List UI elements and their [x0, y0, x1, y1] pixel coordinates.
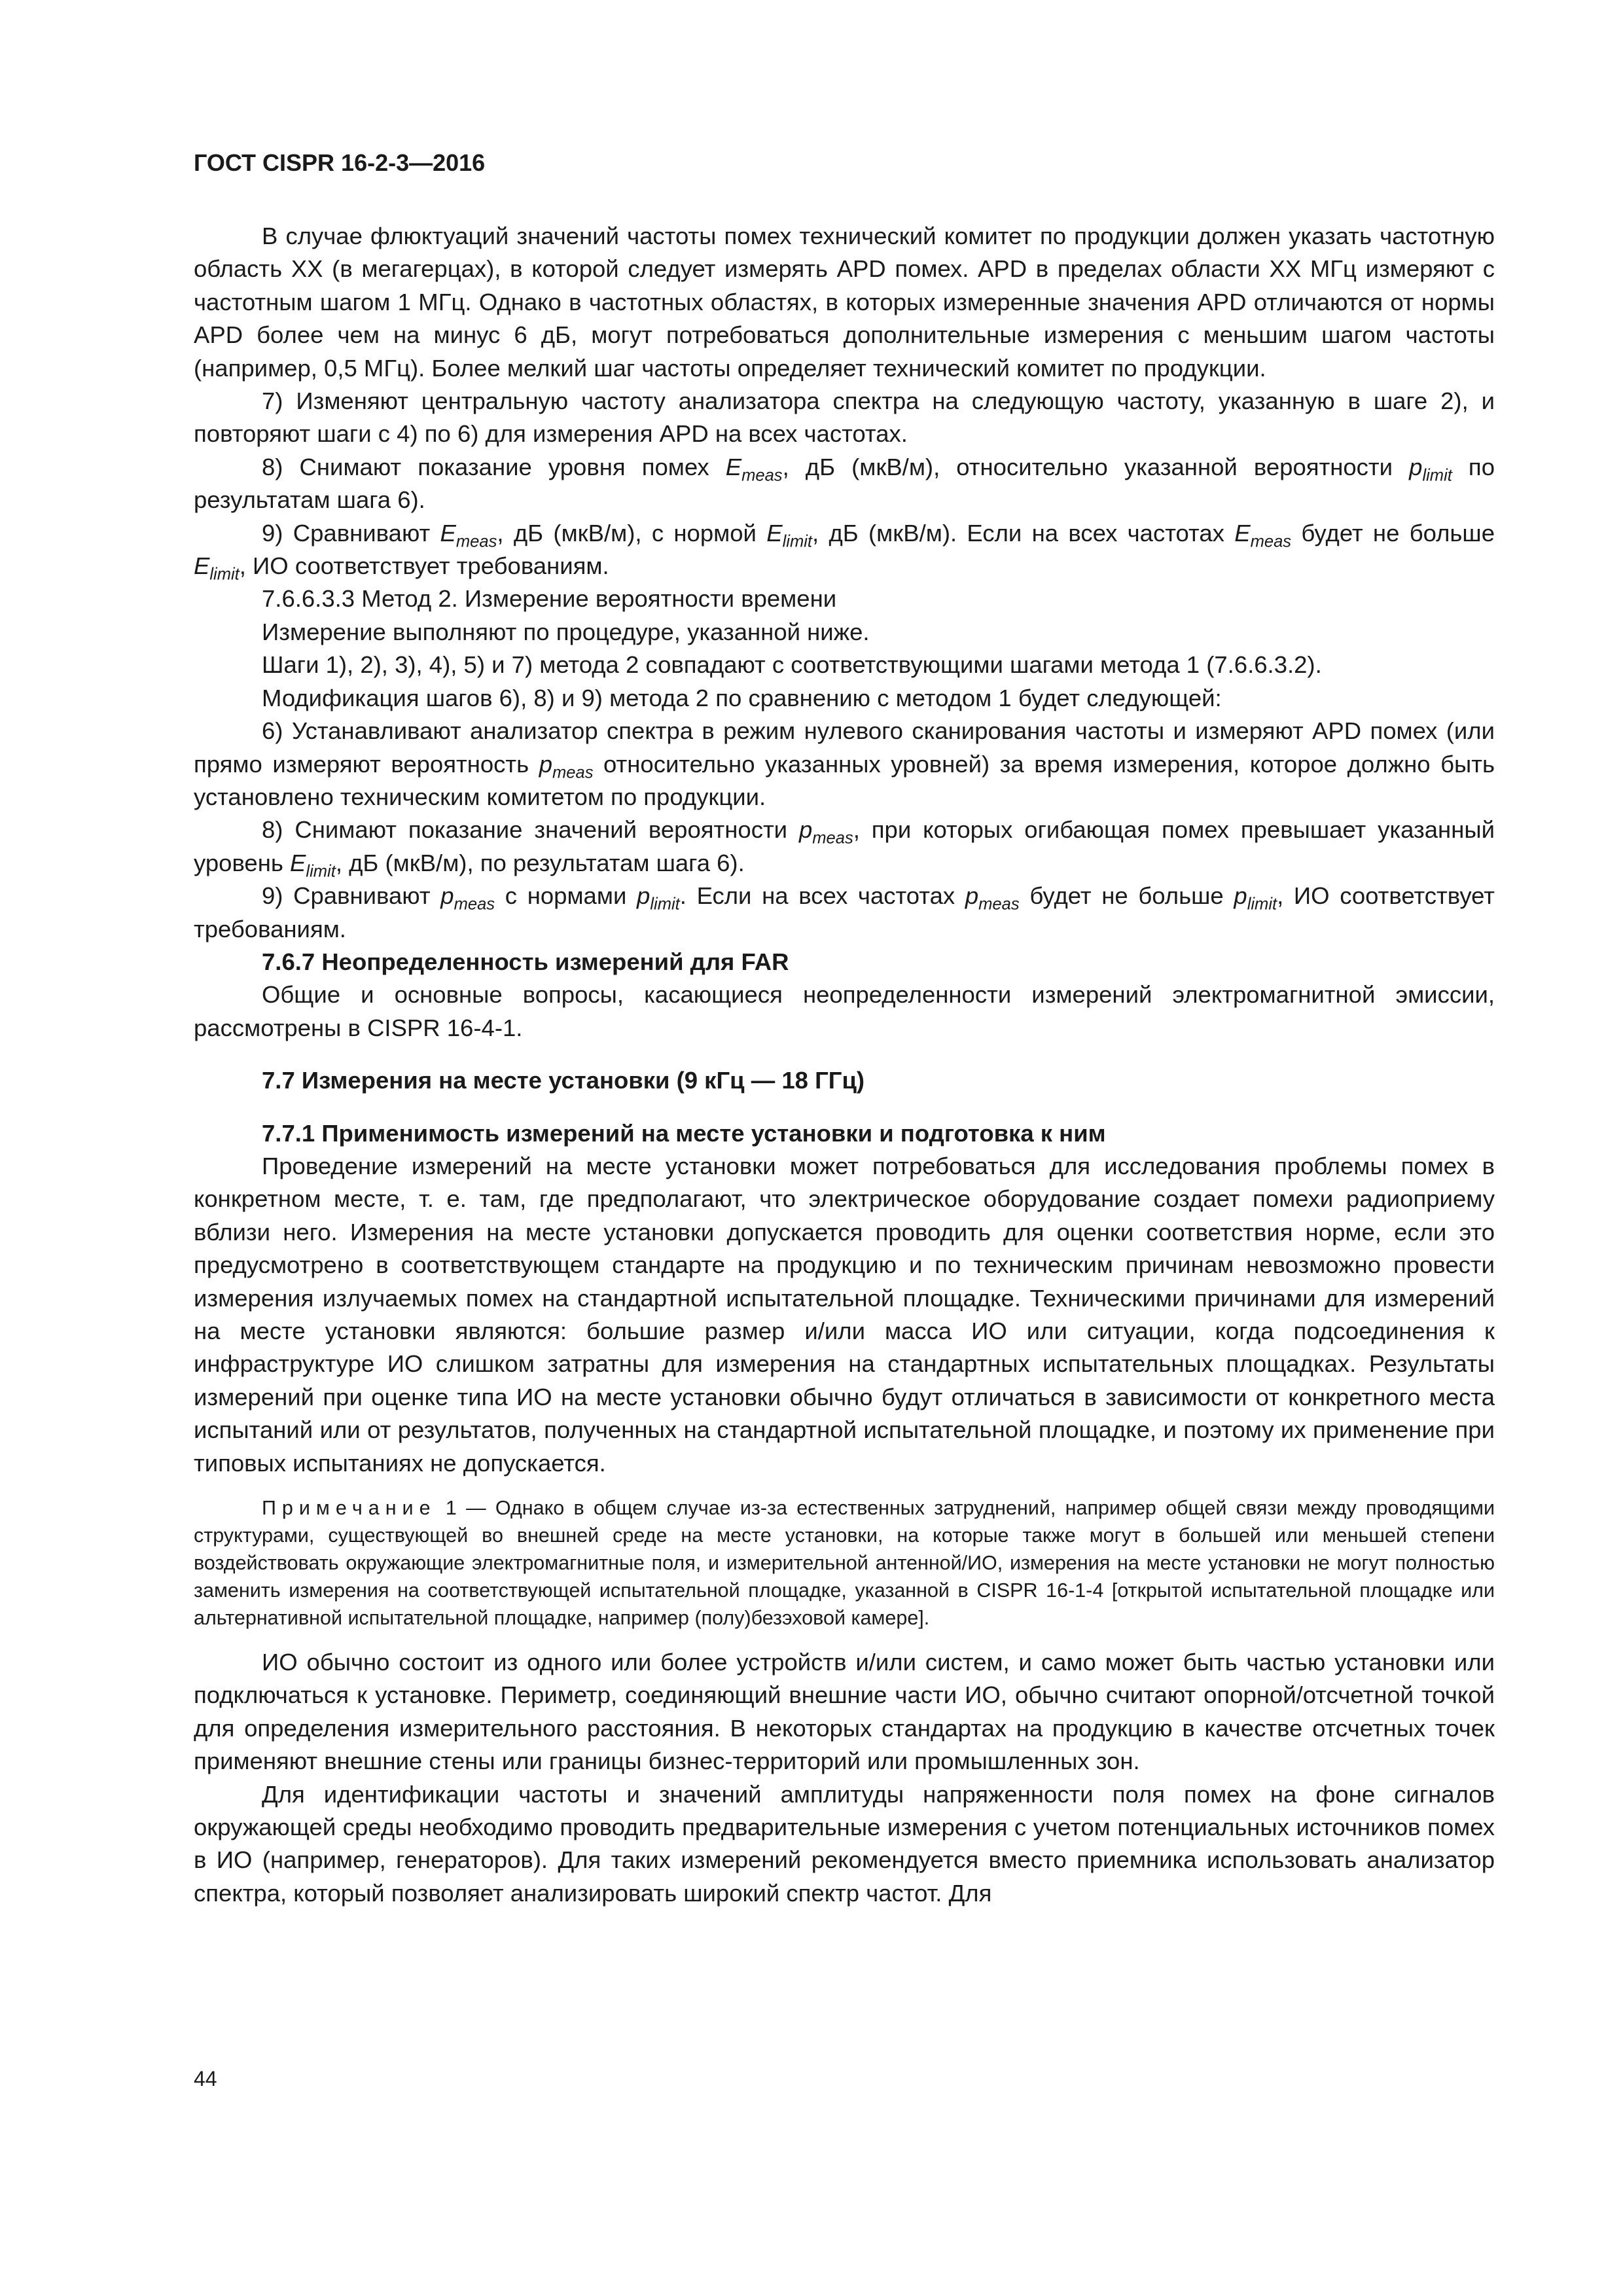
paragraph: 8) Снимают показание значений вероятности $p_{meas}$, при которых огибающая помех превышает указанный уровень $E_{limit}$, дБ (мкВ/м), по результатам шага 6).	[194, 816, 1495, 881]
page-number: 44	[194, 2067, 217, 2090]
document-body	[194, 220, 1495, 1910]
paragraph: 7) Изменяют центральную частоту анализатора спектра на следующую частоту, указанную в шаге 2), и повторяют шаги с 4) по 6) для измерения APD на всех частотах.	[194, 387, 1495, 448]
paragraph: Для идентификации частоты и значений амплитуды напряженности поля помех на фоне сигналов окружающей среды необходимо проводить предварительные измерения с учетом потенциальных источников помех в ИО (например, генераторов). Для таких измерений рекомендуется вместо приемника использовать анализатор спектра, который позволяет анализировать широкий спектр частот. Для	[194, 1780, 1495, 1907]
paragraph: В случае флюктуаций значений частоты помех технический комитет по продукции должен указать частотную область XX (в мегагерцах), в которой следует измерять APD помех. APD в пределах области XX МГц измеряют с частотным шагом 1 МГц. Однако в частотных областях, в которых измеренные значения APD отличаются от нормы APD более чем на минус 6 дБ, могут потребоваться дополнительные измерения с меньшим шагом частоты (например, 0,5 МГц). Более мелкий шаг частоты определяет технический комитет по продукции.	[194, 223, 1495, 382]
paragraph: Шаги 1), 2), 3), 4), 5) и 7) метода 2 совпадают с соответствующими шагами метода 1 (7.6.6.3.2).	[262, 651, 1322, 679]
section-heading: 7.7 Измерения на месте установки (9 кГц — 18 ГГц)	[262, 1067, 865, 1094]
paragraph: Проведение измерений на месте установки может потребоваться для исследования проблемы помех в конкретном месте, т. е. там, где предполагают, что электрическое оборудование создает помехи радиоприему вблизи него. Измерения на месте установки допускается проводить для оценки соответствия норме, если это предусмотрено в соответствующем стандарте на продукцию и по техническим причинам невозможно провести измерения излучаемых помех на стандартной испытательной площадке. Техническими причинами для измерений на месте установки являются: большие размер и/или масса ИО или ситуации, когда подсоединения к инфраструктуре ИО слишком затратны для измерения на стандартных испытательных площадках. Результаты измерений при оценке типа ИО на месте установки обычно будут отличаться в зависимости от конкретного места испытаний или от результатов, полученных на стандартной испытательной площадке, и поэтому их применение при типовых испытаниях не допускается.	[194, 1152, 1495, 1477]
note	[194, 1494, 1495, 1632]
paragraph: Модификация шагов 6), 8) и 9) метода 2 по сравнению с методом 1 будет следующей:	[262, 684, 1222, 711]
paragraph: 6) Устанавливают анализатор спектра в режим нулевого сканирования частоты и измеряют APD помех (или прямо измеряют вероятность $p_{meas}$ относительно указанных уровней) за время измерения, которое должно быть установлено техническим комитетом по продукции.	[194, 717, 1495, 810]
section-heading: 7.6.7 Неопределенность измерений для FAR	[262, 948, 789, 975]
paragraph: 9) Сравнивают $E_{meas}$, дБ (мкВ/м), с нормой $E_{limit}$, дБ (мкВ/м). Если на всех частотах $E_{meas}$ будет не больше $E_{limit}$, ИО соответствует требованиям.	[194, 519, 1495, 584]
paragraph: 8) Снимают показание уровня помех $E_{meas}$, дБ (мкВ/м), относительно указанной вероятности $p_{limit}$ по результатам шага 6).	[194, 453, 1495, 514]
paragraph: ИО обычно состоит из одного или более устройств и/или систем, и само может быть частью установки или подключаться к установке. Периметр, соединяющий внешние части ИО, обычно считают опорной/отсчетной точкой для определения измерительного расстояния. В некоторых стандартах на продукцию в качестве отсчетных точек применяют внешние стены или границы бизнес-территорий или промышленных зон.	[194, 1649, 1495, 1775]
paragraph: 9) Сравнивают $p_{meas}$ с нормами $p_{limit}$. Если на всех частотах $p_{meas}$ будет не больше $p_{limit}$, ИО соответствует требованиям.	[194, 882, 1495, 942]
section-heading: 7.7.1 Применимость измерений на месте установки и подготовка к ним	[262, 1119, 1106, 1147]
subsection-title: 7.6.6.3.3 Метод 2. Измерение вероятности времени	[262, 585, 837, 613]
note-text: 1 — Однако в общем случае из-за естественных затруднений, например общей связи между проводящими структурами, существующей во внешней среде на месте установки, на которые также могут в большей или меньшей степени воздействовать окружающие электромагнитные поля, и измерительной антенной/ИО, измерения на месте установки не могут полностью заменить измерения на соответствующей испытательной площадке, указанной в CISPR 16-1-4 [открытой испытательной площадке или альтернативной испытательной площадке, например (полу)безэховой камере].	[194, 1497, 1495, 1630]
paragraph: Измерение выполняют по процедуре, указанной ниже.	[262, 618, 870, 645]
note-label: Примечание	[262, 1497, 437, 1520]
document-header: ГОСТ CISPR 16-2-3—2016	[194, 149, 486, 176]
paragraph: Общие и основные вопросы, касающиеся неопределенности измерений электромагнитной эмиссии, рассмотрены в CISPR 16-4-1.	[194, 981, 1495, 1041]
